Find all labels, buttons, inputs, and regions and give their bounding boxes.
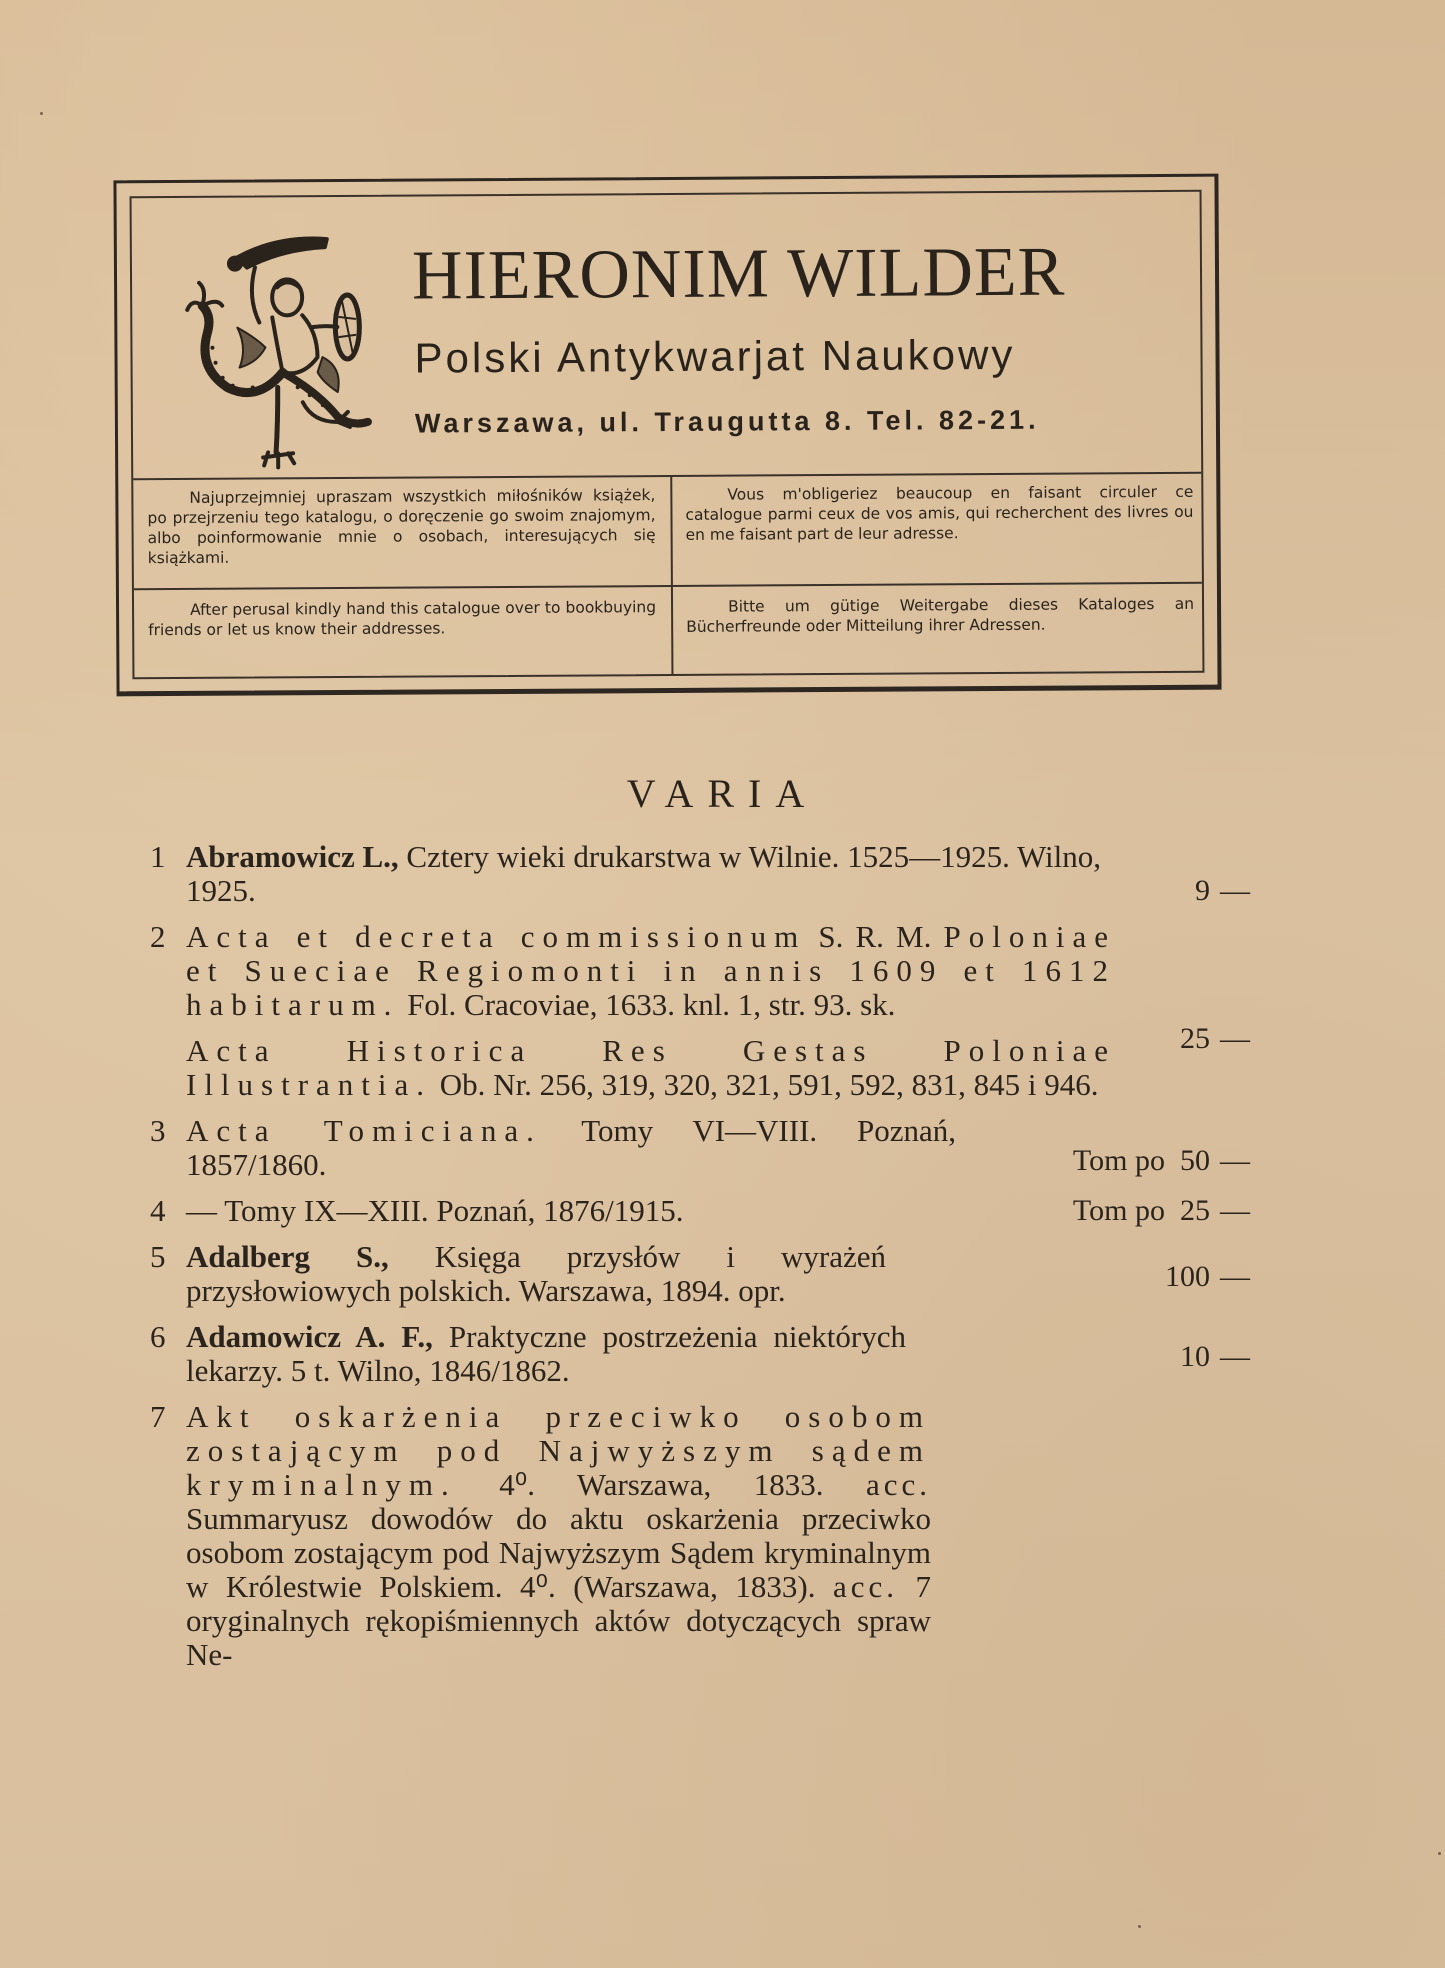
price-note: Tom po — [1072, 1194, 1165, 1227]
catalogue-cross-reference — [150, 1034, 1250, 1102]
entry-number: 4 — [150, 1193, 166, 1228]
firm-subtitle: Polski Antykwarjat Naukowy — [414, 330, 1016, 382]
entry-price — [1010, 1144, 1250, 1178]
entry-title: Acta et decreta commissionum — [186, 919, 807, 954]
price-dash: — — [1220, 1340, 1250, 1373]
entry-author: Adamowicz A. F., — [186, 1319, 433, 1354]
horizontal-divider — [133, 472, 1201, 481]
paper-speck — [1438, 1852, 1441, 1855]
entry-description — [186, 1194, 886, 1228]
price-dash: — — [1220, 1144, 1250, 1177]
mermaid-emblem-icon — [177, 227, 373, 473]
entry-text: Księga przysłów i wyrażeń przysłowiowych polskich. Warszawa, 1894. opr. — [186, 1239, 886, 1308]
entry-description — [186, 1034, 1116, 1102]
entry-title: Acta Tomiciana. — [186, 1113, 542, 1148]
entry-acc: acc. — [832, 1569, 898, 1604]
entry-title: Acta Historica Res Gestas Poloniae Illustrantia. — [186, 1033, 1116, 1102]
entry-description — [186, 1320, 906, 1388]
price-value: 10 — [1180, 1340, 1210, 1373]
price-value: 100 — [1165, 1260, 1210, 1293]
entry-price — [1110, 1340, 1250, 1374]
catalogue-entry — [150, 1194, 1250, 1228]
section-title: VARIA — [626, 771, 819, 816]
entry-acc: acc. — [865, 1467, 932, 1502]
entry-text: S. R. M. — [818, 919, 932, 954]
price-note: Tom po — [1072, 1144, 1165, 1177]
catalogue-entry — [150, 919, 1250, 1055]
entry-price — [1110, 1260, 1250, 1294]
entry-title: Akt oskarżenia przeciwko osobom zostającym pod Najwyższym sądem kryminalnym. — [186, 1399, 931, 1502]
price-value: 25 — [1180, 1194, 1210, 1227]
notice-german-text: Bitte um gütige Weitergabe dieses Kataloges an Bücherfreunde oder Mitteilung ihrer Adressen. — [686, 594, 1195, 636]
entry-text: Cztery wieki drukarstwa w Wilnie. 1525—1925. Wilno, 1925. — [186, 839, 1102, 908]
entry-text-continued: Fol. Cracoviae, 1633. knl. 1, str. 93. sk. — [407, 987, 896, 1022]
advertisement-inner-frame — [130, 190, 1205, 680]
entry-price — [1110, 874, 1250, 908]
firm-address: Warszawa, ul. Traugutta 8. Tel. 82-21. — [414, 404, 1040, 439]
price-dash: — — [1220, 874, 1250, 907]
entry-description — [186, 840, 1132, 908]
entry-text: Tomy VI—VIII. Poznań, 1857/1860. — [186, 1113, 956, 1182]
horizontal-divider — [134, 582, 1202, 591]
entry-text: 4⁰. Warszawa, 1833. — [499, 1467, 824, 1502]
entry-description — [186, 1114, 956, 1182]
entry-text: — Tomy IX—XIII. Poznań, 1876/1915. — [186, 1193, 684, 1228]
entry-number: 7 — [150, 1399, 166, 1434]
entry-description — [186, 1240, 886, 1308]
entry-author: Adalberg S., — [186, 1239, 389, 1274]
entry-number: 6 — [150, 1319, 166, 1354]
price-value: 25 — [1180, 1022, 1210, 1055]
entry-number: 5 — [150, 1239, 166, 1274]
notice-french — [685, 482, 1193, 545]
price-dash: — — [1220, 1022, 1250, 1055]
vertical-divider — [670, 477, 673, 674]
entry-text-continued: 7 oryginalnych rękopiśmiennych aktów dotyczących spraw Ne- — [186, 1569, 931, 1672]
catalogue-entry — [150, 840, 1250, 908]
entry-description — [186, 1400, 931, 1672]
notice-english-text: After perusal kindly hand this catalogue over to bookbuying friends or let us know their addresses. — [148, 598, 657, 640]
entry-price — [1010, 1194, 1250, 1228]
entry-number: 2 — [150, 919, 166, 954]
advertisement-box — [113, 174, 1221, 697]
price-dash: — — [1220, 1260, 1250, 1293]
entry-text: Praktyczne postrzeżenia niektórych lekarzy. 5 t. Wilno, 1846/1862. — [186, 1319, 906, 1388]
catalogue-entry — [150, 1240, 1250, 1308]
entry-description — [186, 920, 1116, 1022]
price-dash: — — [1220, 1194, 1250, 1227]
catalogue-listing — [150, 840, 1250, 1684]
entry-title-continued: Poloniae et Sueciae Regiomonti in annis 1609 et 1612 habitarum. — [186, 919, 1116, 1022]
entry-text-continued: Summaryusz dowodów do aktu oskarżenia przeciwko osobom zostającym pod Najwyższym Sądem kryminalnym w Królestwie Polskiem. 4⁰. (Warszawa, 1833). — [186, 1501, 931, 1604]
entry-text: Ob. Nr. 256, 319, 320, 321, 591, 592, 831, 845 i 946. — [439, 1067, 1099, 1102]
price-value: 50 — [1180, 1144, 1210, 1177]
catalogue-entry — [150, 1400, 1250, 1672]
notice-polish — [147, 485, 655, 568]
notice-french-text: Vous m'obligeriez beaucoup en faisant circuler ce catalogue parmi ceux de vos amis, qui recherchent des livres ou en me faisant part de leur adresse. — [685, 482, 1194, 544]
entry-author: Abramowicz L., — [186, 839, 399, 874]
notice-english — [148, 597, 656, 640]
entry-number: 1 — [150, 839, 166, 874]
catalogue-entry — [150, 1114, 1250, 1182]
paper-speck — [40, 112, 43, 115]
price-value: 9 — [1195, 874, 1210, 907]
notice-polish-text: Najuprzejmniej upraszam wszystkich miłośników książek, po przejrzeniu tego katalogu, o doręczenie go swoim znajomym, albo poinformowanie mnie o osobach, interesujących się książkami. — [147, 486, 656, 568]
firm-name: HIERONIM WILDER — [411, 233, 1066, 315]
entry-number: 3 — [150, 1113, 166, 1148]
paper-speck — [1138, 1925, 1141, 1928]
notice-german — [686, 594, 1194, 637]
catalogue-entry — [150, 1320, 1250, 1388]
